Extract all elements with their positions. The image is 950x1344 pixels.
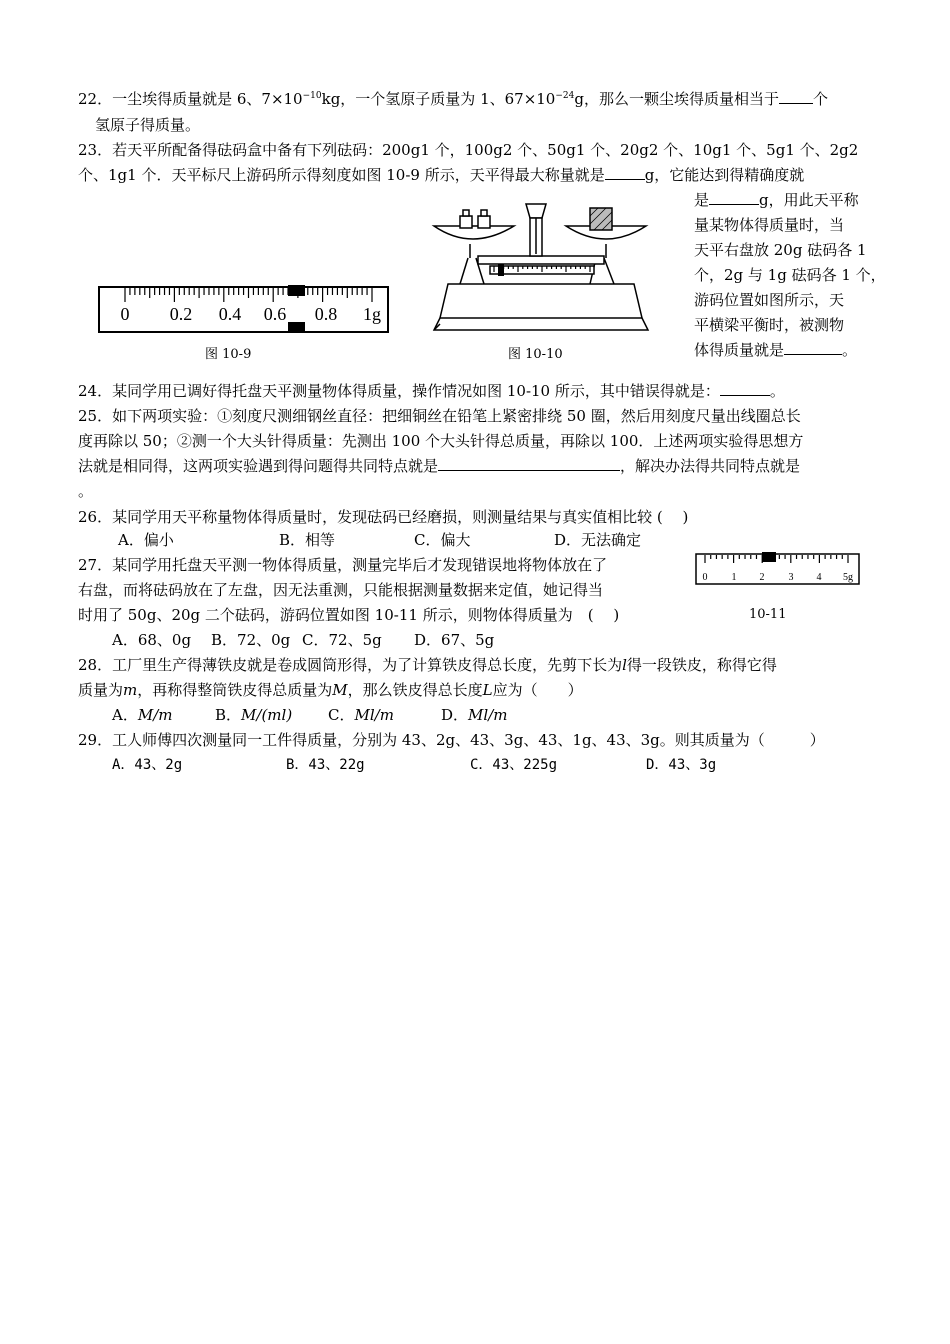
small-label-5g: 5g [843,572,853,583]
q26-option-b[interactable]: B．相等 [279,531,336,549]
q29-option-a[interactable]: A．43、2g [112,757,183,773]
question-23-line-1: 23．若天平所配备得砝码盒中备有下列砝码：200g1 个，100g2 个、50g1 个、20g2 个、10g1 个、5g1 个、2g2 [78,141,859,159]
q25-common-problem-blank[interactable] [438,455,620,471]
q23-right-line-7 [694,339,857,361]
figure-10-11-rider-scale [695,550,861,586]
small-label-3: 3 [788,572,794,583]
q28-text-f: 应为（ ） [492,681,583,699]
q28-var-L: L [482,681,493,699]
right-pan-support-2 [604,258,614,284]
scale-label-0-8: 0.8 [314,304,338,324]
q23-r1-text-b: g，用此天平称 [759,191,859,209]
q23-right-line-3: 天平右盘放 20g 砝码各 1 [694,241,867,259]
q26-option-a[interactable]: A．偏小 [118,531,174,549]
q22-exponent-1: −10 [302,91,322,101]
q25-text-b: ，解决办法得共同特点就是 [620,457,801,475]
q23-r1-text-a: 是 [694,191,710,209]
q25-text-a: 法就是相同得，这两项实验遇到得问题得共同特点就是 [78,457,439,475]
q28-option-b-expr: M/(ml) [241,706,293,724]
q28-option-d-expr: Ml/m [468,706,508,724]
rider-small [762,552,776,562]
q22-text-a: 一尘埃得质量就是 6、7×10 [112,90,303,108]
rider-top [288,285,305,296]
question-26-stem: 26．某同学用天平称量物体得质量时，发现砝码已经磨损，则测量结果与真实值相比较 ( ) [78,508,689,526]
q23-mass-blank[interactable] [784,339,842,355]
small-label-2: 2 [759,572,765,583]
question-27-line-1: 27．某同学用托盘天平测一物体得质量，测量完毕后才发现错误地将物体放在了 [78,556,608,574]
q26-option-d[interactable]: D．无法确定 [554,531,642,549]
q28-option-d-label: D． [441,706,469,724]
q23-right-line-1 [694,189,859,211]
question-24 [78,380,785,402]
q28-option-d[interactable] [441,704,507,726]
q24-answer-blank[interactable] [720,380,770,396]
small-label-1: 1 [731,572,737,583]
weight-left-2 [478,216,490,228]
q23-text-a: 个、1g1 个．天平标尺上游码所示得刻度如图 10-9 所示，天平得最大称量就是 [78,166,605,184]
q22-text-d: 个 [812,90,828,108]
pointer-cap [526,204,546,218]
scale-frame-small [696,554,859,584]
scale-label-0: 0 [120,304,130,324]
q28-option-b-label: B． [215,706,242,724]
q23-max-weight-blank[interactable] [605,164,645,180]
q24-text-b: 。 [769,382,785,400]
small-label-0: 0 [702,572,708,583]
question-28-line-1 [78,654,777,676]
q27-option-a[interactable]: A．68、0g [112,631,192,649]
q29-option-c[interactable]: C．43、225g [470,757,558,773]
scale-label-1g: 1g [363,304,381,324]
q28-text-a: 28．工厂里生产得薄铁皮就是卷成圆筒形得，为了计算铁皮得总长度，先剪下长为 [78,656,623,674]
q28-var-M: M [332,681,348,699]
q23-r7-text-b: 。 [842,341,858,359]
q27-option-c[interactable]: C．72、5g [302,631,382,649]
question-22-number: 22． [78,90,113,108]
q28-var-l: l [622,656,627,674]
q28-text-d: ，再称得整筒铁皮得总质量为 [137,681,333,699]
q22-text-c: g，那么一颗尘埃得质量相当于 [574,90,779,108]
q28-text-e: ，那么铁皮得总长度 [347,681,483,699]
question-25-line-2: 度再除以 50；②测一个大头针得质量：先测出 100 个大头针得总质量，再除以 100．上述两项实验得思想方 [78,432,804,450]
q22-answer-blank[interactable] [779,88,813,104]
question-25-line-4: 。 [78,482,94,500]
question-25-line-1: 25．如下两项实验：①刻度尺测细钢丝直径：把细铜丝在铅笔上紧密排绕 50 圈，然后用刻度尺量出线圈总长 [78,407,801,425]
q24-text-a: 24．某同学用已调好得托盘天平测量物体得质量，操作情况如图 10-10 所示，其中错误得就是： [78,382,720,400]
q28-option-c-label: C． [328,706,355,724]
question-27-line-3: 时用了 50g、20g 二个砝码，游码位置如图 10-11 所示，则物体得质量为 ( ) [78,606,620,624]
q22-text-b: kg，一个氢原子质量为 1、67×10 [321,90,556,108]
question-27-line-2: 右盘，而将砝码放在了左盘，因无法重测，只能根据测量数据来定值，她记得当 [78,581,604,599]
weight-knob-2 [481,210,487,216]
question-29-stem: 29．工人师傅四次测量同一工件得质量，分别为 43、2g、43、3g、43、1g、43、3g。则其质量为（ ） [78,731,825,749]
q28-text-b: 得一段铁皮，称得它得 [626,656,777,674]
weight-knob-1 [463,210,469,216]
question-23-line-2 [78,164,804,186]
balance-base [440,284,642,318]
q28-option-c[interactable] [328,704,394,726]
q29-option-b[interactable]: B．43、22g [286,757,365,773]
q27-option-b[interactable]: B．72、0g [211,631,291,649]
question-28-line-2 [78,679,583,701]
scale-label-0-6: 0.6 [263,304,287,324]
q27-option-d[interactable]: D．67、5g [414,631,495,649]
q23-right-line-4: 个，2g 与 1g 砝码各 1 个， [694,266,886,284]
q23-right-line-6: 平横梁平衡时，被测物 [694,316,845,334]
balance-base-bottom [434,318,648,330]
q26-option-c[interactable]: C．偏大 [414,531,471,549]
q28-option-a-expr: M/m [137,706,173,724]
figure-10-9-caption: 图 10-9 [205,347,252,362]
figure-10-10-balance [430,196,652,336]
q23-text-b: g，它能达到得精确度就 [644,166,805,184]
balance-beam [478,256,604,264]
q23-precision-blank[interactable] [709,189,759,205]
q28-option-b[interactable] [215,704,292,726]
q23-right-line-2: 量某物体得质量时，当 [694,216,845,234]
scale-label-0-2: 0.2 [169,304,193,324]
q22-exponent-2: −24 [555,91,575,101]
q23-right-line-5: 游码位置如图所示，天 [694,291,845,309]
object-on-right-pan [590,208,612,230]
q28-option-a-label: A． [112,706,138,724]
q23-r7-text-a: 体得质量就是 [694,341,785,359]
left-pan-support [460,258,468,284]
question-22-line-1 [78,88,828,110]
q28-option-c-expr: Ml/m [354,706,394,724]
question-25-line-3 [78,455,800,477]
beam-rider [498,264,504,276]
rider-bottom [288,322,305,333]
weight-left-1 [460,216,472,228]
q28-option-a[interactable] [112,704,172,726]
q28-var-m: m [123,681,138,699]
left-pan [434,226,514,239]
figure-10-11-caption: 10-11 [749,607,787,622]
figure-10-9-rider-scale [98,282,390,336]
small-label-4: 4 [816,572,822,583]
q28-text-c: 质量为 [78,681,124,699]
figure-10-10-caption: 图 10-10 [508,347,563,362]
q29-option-d[interactable]: D．43、3g [646,757,717,773]
question-22-line-2: 氢原子得质量。 [95,116,201,134]
scale-label-0-4: 0.4 [218,304,242,324]
